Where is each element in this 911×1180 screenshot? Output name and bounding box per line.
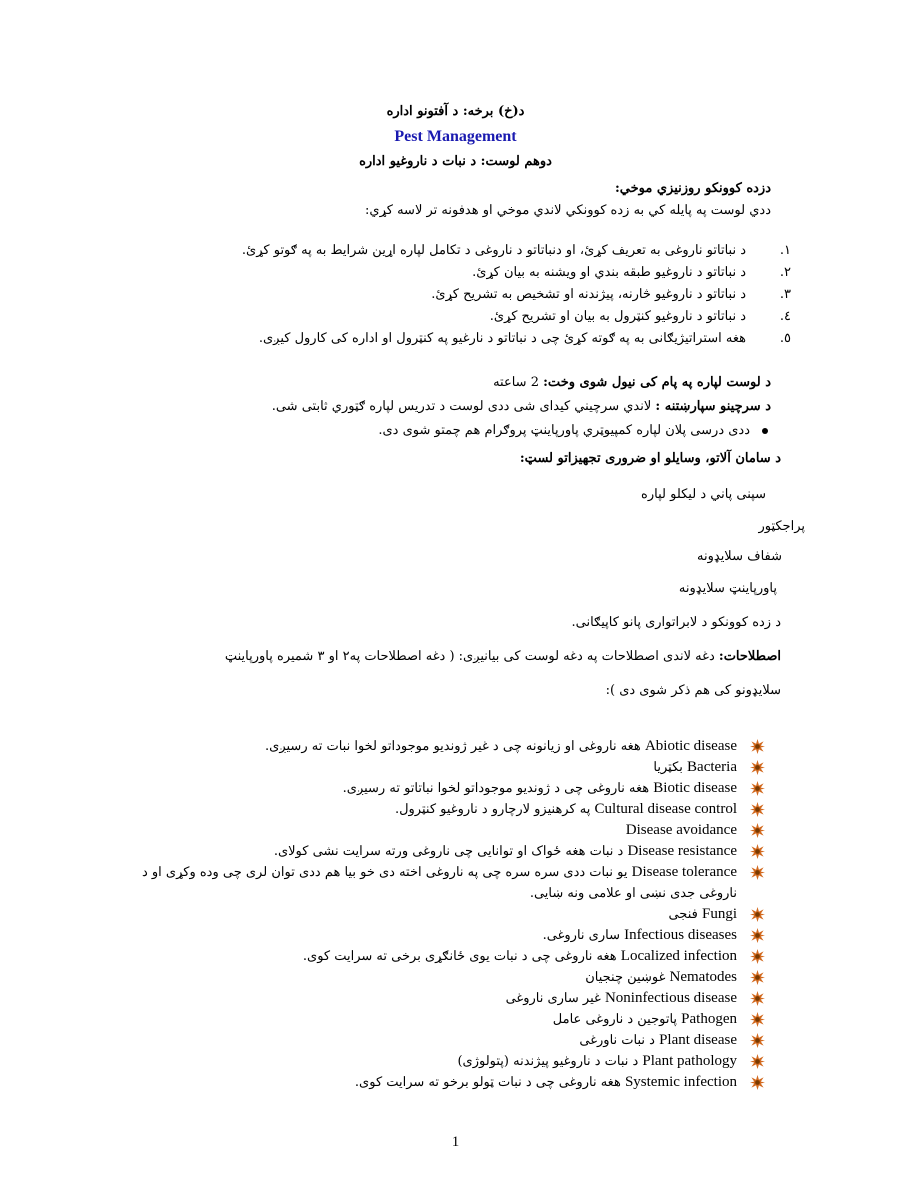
objectives-intro: ددي لوست په پايله کي به زده کوونکي لاندي موخي او هدفونه تر لاسه کړي: <box>365 203 771 218</box>
materials-heading: د سامان آلاتو، وسايلو او ضروری تجهيزاتو لسټ: <box>519 451 781 466</box>
term-item: Bacteria بکټريا <box>125 757 765 778</box>
trainer-note-text: لاندي سرچيني کيدای شی ددی لوست د تدريس لپاره ګټوري ثابتی شی. <box>271 399 652 414</box>
objective-item: ٣. د نباتاتو د ناروغيو څارنه، پيژندنه او تشخيص به تشريح کړئ. <box>431 287 791 302</box>
star-bullet-icon <box>750 1054 765 1069</box>
term-item: Disease avoidance <box>125 820 765 841</box>
term-item: Nematodes غوښين چنجيان <box>125 967 765 988</box>
duration-line <box>493 372 771 394</box>
star-bullet-icon <box>750 823 765 838</box>
star-bullet-icon <box>750 739 765 754</box>
star-bullet-icon <box>750 802 765 817</box>
star-bullet-icon <box>750 865 765 880</box>
terms-intro-line2: سلايډونو کی هم ذکر شوی دی ): <box>605 683 781 698</box>
duration-value: 2 ساعته <box>493 375 539 390</box>
star-bullet-icon <box>750 1012 765 1027</box>
star-bullet-icon <box>750 991 765 1006</box>
material-item: سپنی پاني د ليکلو لپاره <box>641 487 766 502</box>
star-bullet-icon <box>750 1033 765 1048</box>
term-item: Biotic disease هغه ناروغی چی د ژونديو موجوداتو لخوا نباتاتو ته رسيږی. <box>125 778 765 799</box>
star-bullet-icon <box>750 949 765 964</box>
material-item: شفاف سلايډونه <box>697 549 782 564</box>
term-item: Disease resistance د نبات هغه ځواک او توانايی چی ناروغی ورته سرايت نشی کولای. <box>125 841 765 862</box>
material-item: د زده کوونکو د لابراتواری پانو کاپيګانی. <box>571 615 781 630</box>
star-bullet-icon <box>750 928 765 943</box>
term-item: Localized infection هغه ناروغی چی د نبات يوی ځانګړی برخی ته سرايت کوی. <box>125 946 765 967</box>
term-item: Noninfectious disease غير ساری ناروغی <box>125 988 765 1009</box>
page-number: 1 <box>451 1134 460 1150</box>
trainer-note-line <box>272 396 771 418</box>
bullet-text: ددی درسی پلان لپاره کمپيوټري پاورپاينټ پروګرام هم چمتو شوی دی. <box>378 423 750 438</box>
term-item: Cultural disease control په کرهنيزو لارچارو د ناروغيو کنټرول. <box>125 799 765 820</box>
bullet-dot-icon <box>762 428 768 434</box>
trainer-note-label: د سرچينو سپارښتنه : <box>655 399 771 414</box>
lesson-heading: دوهم لوست: د نبات د ناروغيو اداره <box>359 154 552 169</box>
term-item: Fungi فنجی <box>125 904 765 925</box>
duration-label: د لوست لپاره په پام کی نيول شوی وخت: <box>543 375 771 390</box>
term-item: Plant disease د نبات ناورغی <box>125 1030 765 1051</box>
star-bullet-icon <box>750 760 765 775</box>
term-item: Abiotic disease هغه ناروغی او زيانونه چی د غير ژونديو موجوداتو لخوا نبات ته رسيږی. <box>125 736 765 757</box>
objective-item: ٢. د نباتاتو د ناروغيو طبقه بندي او ويشنه به بيان کړئ. <box>472 265 791 280</box>
term-item: Plant pathology د نبات د ناروغيو پيژندنه (پتولوژی) <box>125 1051 765 1072</box>
star-bullet-icon <box>750 781 765 796</box>
term-item: Infectious diseases ساری ناروغی. <box>125 925 765 946</box>
star-bullet-icon <box>750 970 765 985</box>
objectives-heading: دزده کوونکو روزنيزي موخي: <box>614 181 771 196</box>
terms-list <box>125 736 765 1093</box>
material-item: پاورپاينټ سلايډونه <box>678 581 777 596</box>
objective-item: ١. د نباتاتو ناروغی به تعريف کړئ، او دنباتاتو د ناروغی د تکامل لپاره اړين شرايط به په ګوتو کړئ. <box>241 243 791 258</box>
bullet-line <box>378 420 768 442</box>
part-heading: د(خ) برخه: د آفتونو اداره <box>386 104 525 119</box>
objectives-list <box>111 240 791 350</box>
terms-label: اصطلاحات: <box>718 649 781 664</box>
term-item: Pathogen پاتوجين د ناروغی عامل <box>125 1009 765 1030</box>
term-item: Systemic infection هغه ناروغی چی د نبات ټولو برخو ته سرايت کوی. <box>125 1072 765 1093</box>
term-item: Disease tolerance يو نبات ددی سره سره چی په ناروغی اخته دی خو بيا هم ددی توان لری چی وده وکړی او د ناروغی جدی نښی او علامی ونه ښايی. <box>125 862 765 904</box>
objective-item: ٤. د نباتاتو د ناروغيو کنټرول به بيان او تشريح کړئ. <box>489 309 791 324</box>
star-bullet-icon <box>750 1075 765 1090</box>
english-title: Pest Management <box>394 128 517 145</box>
terms-intro-line1: اصطلاحات: دغه لاندی اصطلاحات په دغه لوست کی بيانيږی: ( دغه اصطلاحات په٢ او ٣ شميره پاورپاينټ <box>224 649 781 664</box>
star-bullet-icon <box>750 844 765 859</box>
material-item: پراجکټور <box>758 519 805 534</box>
objective-item: ٥. هغه استراتيژيګانی به په ګوته کړئ چی د نباتاتو د نارغيو په کنټرول او اداره کی کارول کيږی. <box>258 331 791 346</box>
star-bullet-icon <box>750 907 765 922</box>
